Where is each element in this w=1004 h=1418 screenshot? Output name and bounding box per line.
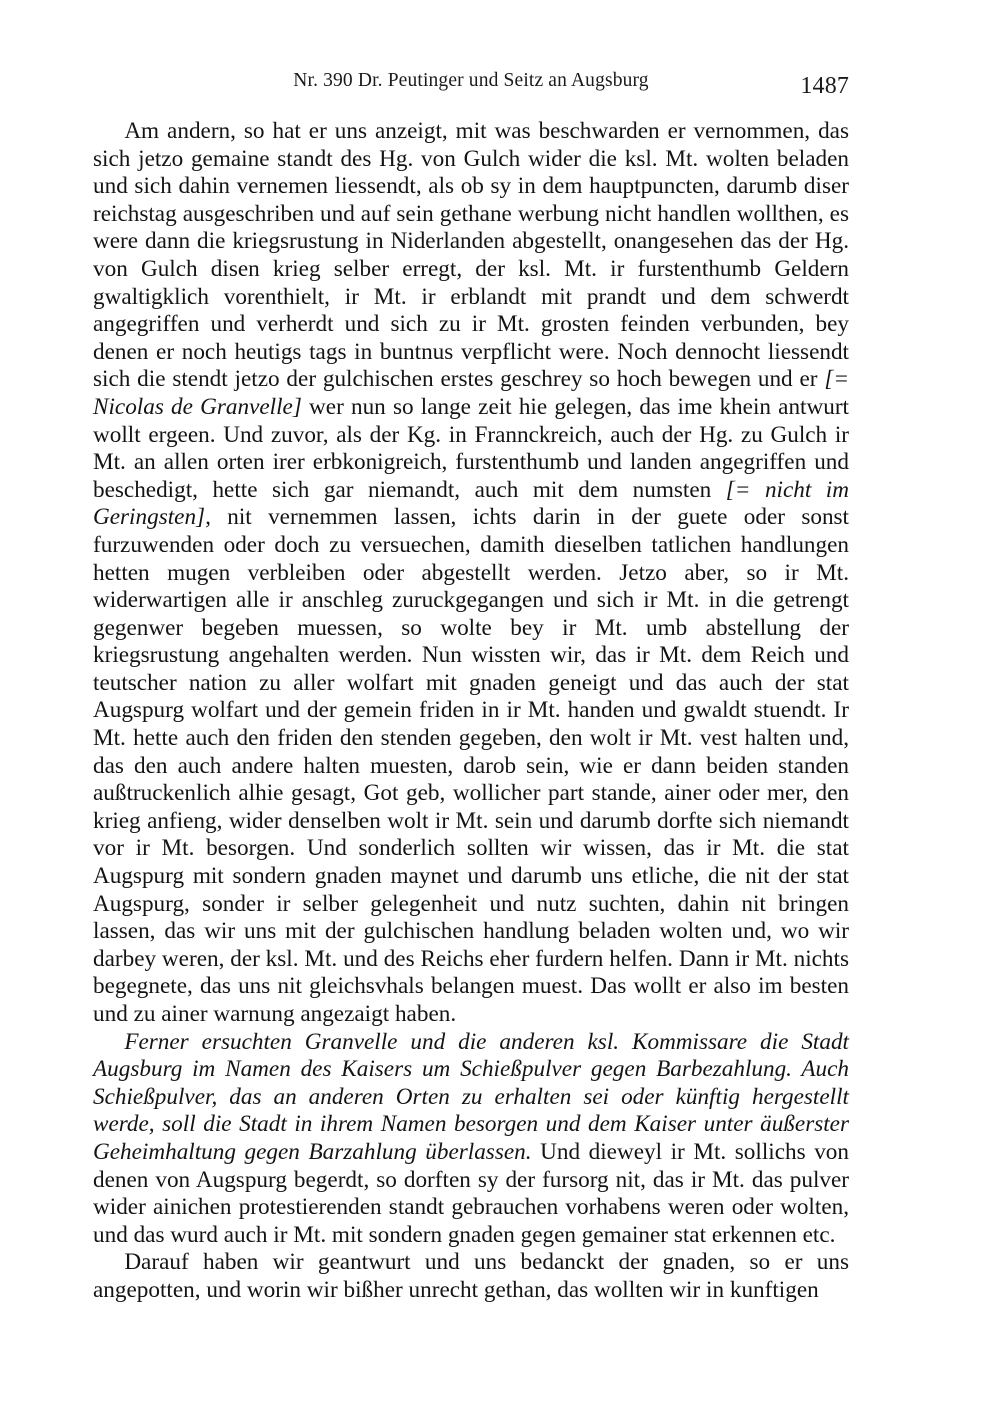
paragraph-report <box>93 118 849 1029</box>
editorial-gloss-geringsten: [= nicht im Geringsten], <box>93 476 849 531</box>
paragraph-text-segment: nit vernemmen lassen, ichts darin in der guete oder sonst furzuwenden oder doch zu versuechen, damith dieselben tatlichen handlungen hetten mugen verbleiben oder abgestellt werden. Jetzo aber, so ir Mt. widerwartigen alle ir anschleg zuruckgegangen und sich ir Mt. in die getrengt gegenwer begeben muessen, so wolte bey ir Mt. umb abstellung der kriegsrustung angehalten werden. Nun wissten wir, das ir Mt. dem Reich und teutscher nation zu aller wolfart mit gnaden geneigt und das auch der stat Augspurg wolfart und der gemein friden in ir Mt. handen und gwaldt stuendt. Ir Mt. hette auch den friden den stenden gegeben, den wolt ir Mt. vest halten und, das den auch andere halten muesten, darob sein, wie er dann beiden standen außtruckenlich alhie gesagt, Got geb, wollicher part stande, ainer oder mer, den krieg anfieng, wider denselben wolt ir Mt. sein und darumb dorfte sich niemandt vor ir Mt. besorgen. Und sonderlich sollten wir wissen, das ir Mt. die stat Augspurg mit sondern gnaden maynet und darumb uns etliche, die nit der stat Augspurg, sonder ir selber gelegenheit und nutz suchten, dahin nit bringen lassen, das wir uns mit der gulchischen handlung beladen wolten und, wo wir darbey weren, der ksl. Mt. und des Reichs eher furdern helfen. Dann ir Mt. nichts begegnete, das uns nit gleichsvhals belangen muest. Das wollt er also im besten und zu ainer warnung angezaigt haben. <box>93 504 849 1027</box>
running-head <box>93 70 849 100</box>
paragraph-text-segment: Am andern, so hat er uns anzeigt, mit was beschwarden er vernommen, das sich jetzo gemaine standt des Hg. von Gulch wider die ksl. Mt. wolten beladen und sich dahin vernemen liessendt, als ob sy in dem hauptpuncten, darumb diser reichstag ausgeschriben und auf sein gethane werbung nicht handlen wollthen, es were dann die kriegsrustung in Niderlanden abgestellt, onangesehen das der Hg. von Gulch disen krieg selber erregt, der ksl. Mt. ir furstenthumb Geldern gwaltigklich vorenthielt, ir Mt. ir erblandt mit prandt und dem schwerdt angegriffen und verherdt und sich zu ir Mt. grosten feinden verbunden, bey denen er noch heutigs tags in buntnus verpflicht were. Noch dennocht liessendt sich die stendt jetzo der gulchischen erstes geschrey so hoch bewegen und er <box>93 118 849 393</box>
regest-summary-text: Ferner ersuchten Granvelle und die anderen ksl. Kommissare die Stadt Augsburg im Namen des Kaisers um Schießpulver gegen Barbezahlung. Auch Schießpulver, das an anderen Orten zu erhalten sei oder künftig hergestellt werde, soll die Stadt in ihrem Namen besorgen und dem Kaiser unter äußerster Geheimhaltung gegen Barzahlung überlassen. <box>93 1028 849 1165</box>
page-number: 1487 <box>800 73 849 99</box>
paragraph-text-segment: Darauf haben wir geantwurt und uns bedanckt der gnaden, so er uns angepotten, und worin wir bißher unrecht gethan, das wollten wir in kunftigen <box>93 1249 849 1303</box>
paragraph-reply <box>93 1249 849 1304</box>
running-head-title: Nr. 390 Dr. Peutinger und Seitz an Augsburg <box>293 70 649 91</box>
body-text <box>93 118 849 1305</box>
paragraph-regest <box>93 1029 849 1250</box>
paragraph-text-segment: wer nun so lange zeit hie gelegen, das ime khein antwurt wollt ergeen. Und zuvor, als der Kg. in Frannckreich, auch der Hg. zu Gulch ir Mt. an allen orten irer erbkonigreich, furstenthumb und landen angegriffen und beschedigt, hette sich gar niemandt, auch mit dem numsten <box>93 393 849 503</box>
page-content <box>93 70 849 1305</box>
editorial-gloss-granvelle: [= Nicolas de Granvelle] <box>93 366 849 420</box>
paragraph-text-segment: Und dieweyl ir Mt. sollichs von denen von Augspurg begerdt, so dorften sy der fursorg nit, das ir Mt. das pulver wider ainichen protestierenden standt gebrauchen vorhabens weren oder wolten, und das wurd auch ir Mt. mit sondern gnaden gegen gemainer stat erkennen etc. <box>93 1138 849 1248</box>
